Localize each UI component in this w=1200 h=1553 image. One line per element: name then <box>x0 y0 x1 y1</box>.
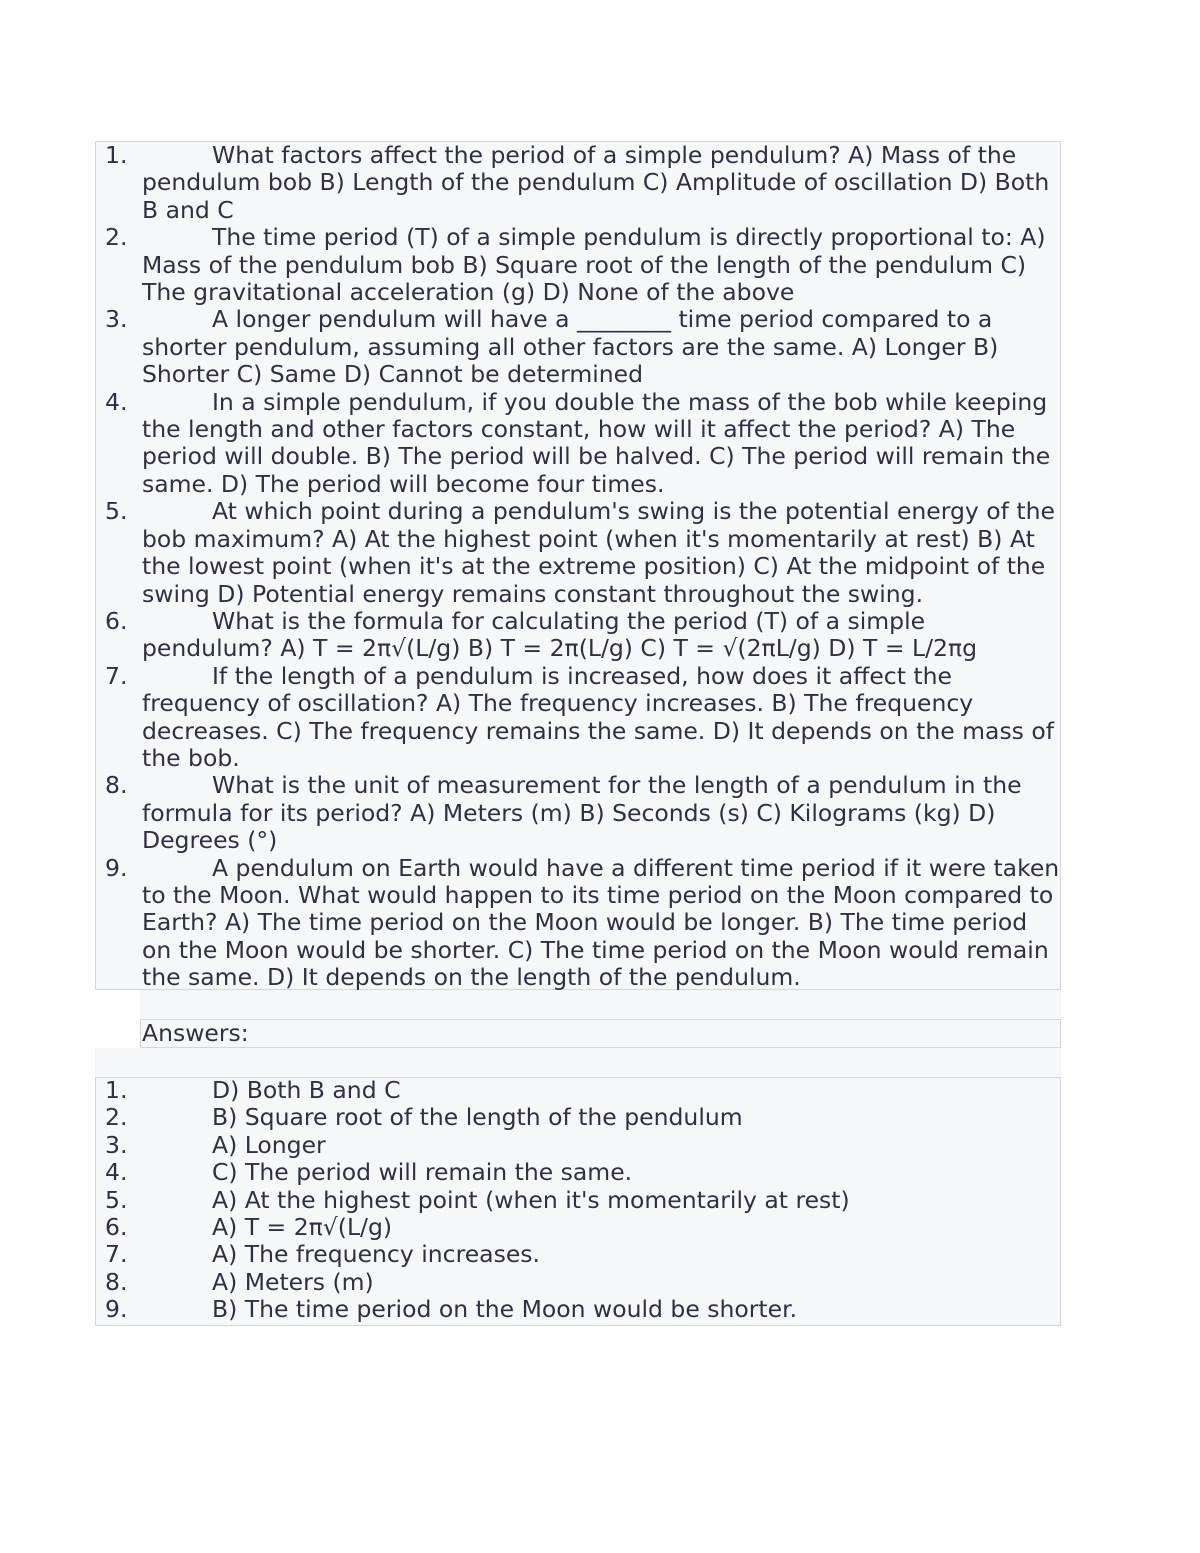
answer-list <box>105 1077 1060 1324</box>
item-number: 9. <box>105 1295 128 1324</box>
item-number: 4. <box>105 1158 128 1187</box>
question-text: A pendulum on Earth would have a different time period if it were taken to the Moon. What would happen to its time period on the Moon compared to Earth? A) The time period on the Moon would be longer. B) The time period on the Moon would be shorter. C) The time period on the Moon would remain the same. D) It depends on the length of the pendulum. <box>142 853 1060 992</box>
item-number: 2. <box>105 1103 128 1132</box>
answer-text: B) The time period on the Moon would be shorter. <box>212 1295 798 1324</box>
item-number: 6. <box>105 1213 128 1242</box>
item-number: 8. <box>105 1267 128 1296</box>
item-number: 5. <box>105 1185 128 1214</box>
spacer-row <box>140 990 1061 1018</box>
item-number: 1. <box>105 1076 128 1104</box>
question-text: What is the formula for calculating the period (T) of a simple pendulum? A) T = 2π√(L/g) B) T = 2π(L/g) C) T = √(2πL/g) D) T = L/2πg <box>142 606 978 663</box>
item-number: 8. <box>105 771 128 800</box>
question-text: What is the unit of measurement for the length of a pendulum in the formula for its period? A) Meters (m) B) Seconds (s) C) Kilograms (kg) D) Degrees (°) <box>142 771 1022 855</box>
answer-text: A) Meters (m) <box>212 1267 374 1296</box>
question-text: A longer pendulum will have a ________ time period compared to a shorter pendulum, assuming all other factors are the same. A) Longer B) Shorter C) Same D) Cannot be determined <box>142 305 999 389</box>
question-list <box>105 142 1060 992</box>
question-text: In a simple pendulum, if you double the mass of the bob while keeping the length and other factors constant, how will it affect the period? A) The period will double. B) The period will be halved. C) The period will remain the same. D) The period will become four times. <box>142 387 1051 498</box>
list-item <box>105 855 1060 992</box>
item-number: 9. <box>105 853 128 882</box>
answer-text: A) The frequency increases. <box>212 1240 540 1269</box>
list-item <box>105 1187 1060 1214</box>
answer-text: A) T = 2π√(L/g) <box>212 1213 393 1242</box>
answer-text: A) At the highest point (when it's momentarily at rest) <box>212 1185 850 1214</box>
item-number: 2. <box>105 223 128 252</box>
list-item <box>105 1104 1060 1131</box>
list-item <box>105 224 1060 306</box>
list-item <box>105 1296 1060 1323</box>
list-item <box>105 608 1060 663</box>
list-item <box>105 498 1060 608</box>
answers-heading: Answers: <box>142 1019 249 1047</box>
item-number: 3. <box>105 1130 128 1159</box>
answer-text: B) Square root of the length of the pendulum <box>212 1103 743 1132</box>
list-item <box>105 389 1060 499</box>
list-item <box>105 142 1060 224</box>
answer-text: C) The period will remain the same. <box>212 1158 633 1187</box>
question-text: What factors affect the period of a simple pendulum? A) Mass of the pendulum bob B) Length of the pendulum C) Amplitude of oscillation D) Both B and C <box>142 141 1050 224</box>
item-number: 3. <box>105 305 128 334</box>
list-item <box>105 663 1060 773</box>
item-number: 1. <box>105 141 128 169</box>
list-item <box>105 1077 1060 1104</box>
question-text: At which point during a pendulum's swing is the potential energy of the bob maximum? A) At the highest point (when it's momentarily at rest) B) At the lowest point (when it's at the extreme position) C) At the midpoint of the swing D) Potential energy remains constant throughout the swing. <box>142 497 1055 608</box>
question-text: The time period (T) of a simple pendulum is directly proportional to: A) Mass of the pendulum bob B) Square root of the length of the pendulum C) The gravitational acceleration (g) D) None of the above <box>142 223 1046 307</box>
answers-header-row <box>140 1019 1061 1048</box>
list-item <box>105 1214 1060 1241</box>
list-item <box>105 1269 1060 1296</box>
answer-text: A) Longer <box>212 1130 326 1159</box>
spacer-row <box>95 1048 1061 1077</box>
list-item <box>105 306 1060 388</box>
question-text: If the length of a pendulum is increased, how does it affect the frequency of oscillation? A) The frequency increases. B) The frequency decreases. C) The frequency remains the same. D) It depends on the mass of the bob. <box>142 661 1055 772</box>
answer-text: D) Both B and C <box>212 1076 401 1104</box>
list-item <box>105 1132 1060 1159</box>
item-number: 5. <box>105 497 128 526</box>
item-number: 7. <box>105 1240 128 1269</box>
list-item <box>105 1241 1060 1268</box>
list-item <box>105 1159 1060 1186</box>
item-number: 6. <box>105 606 128 635</box>
item-number: 7. <box>105 661 128 690</box>
item-number: 4. <box>105 387 128 416</box>
list-item <box>105 772 1060 854</box>
